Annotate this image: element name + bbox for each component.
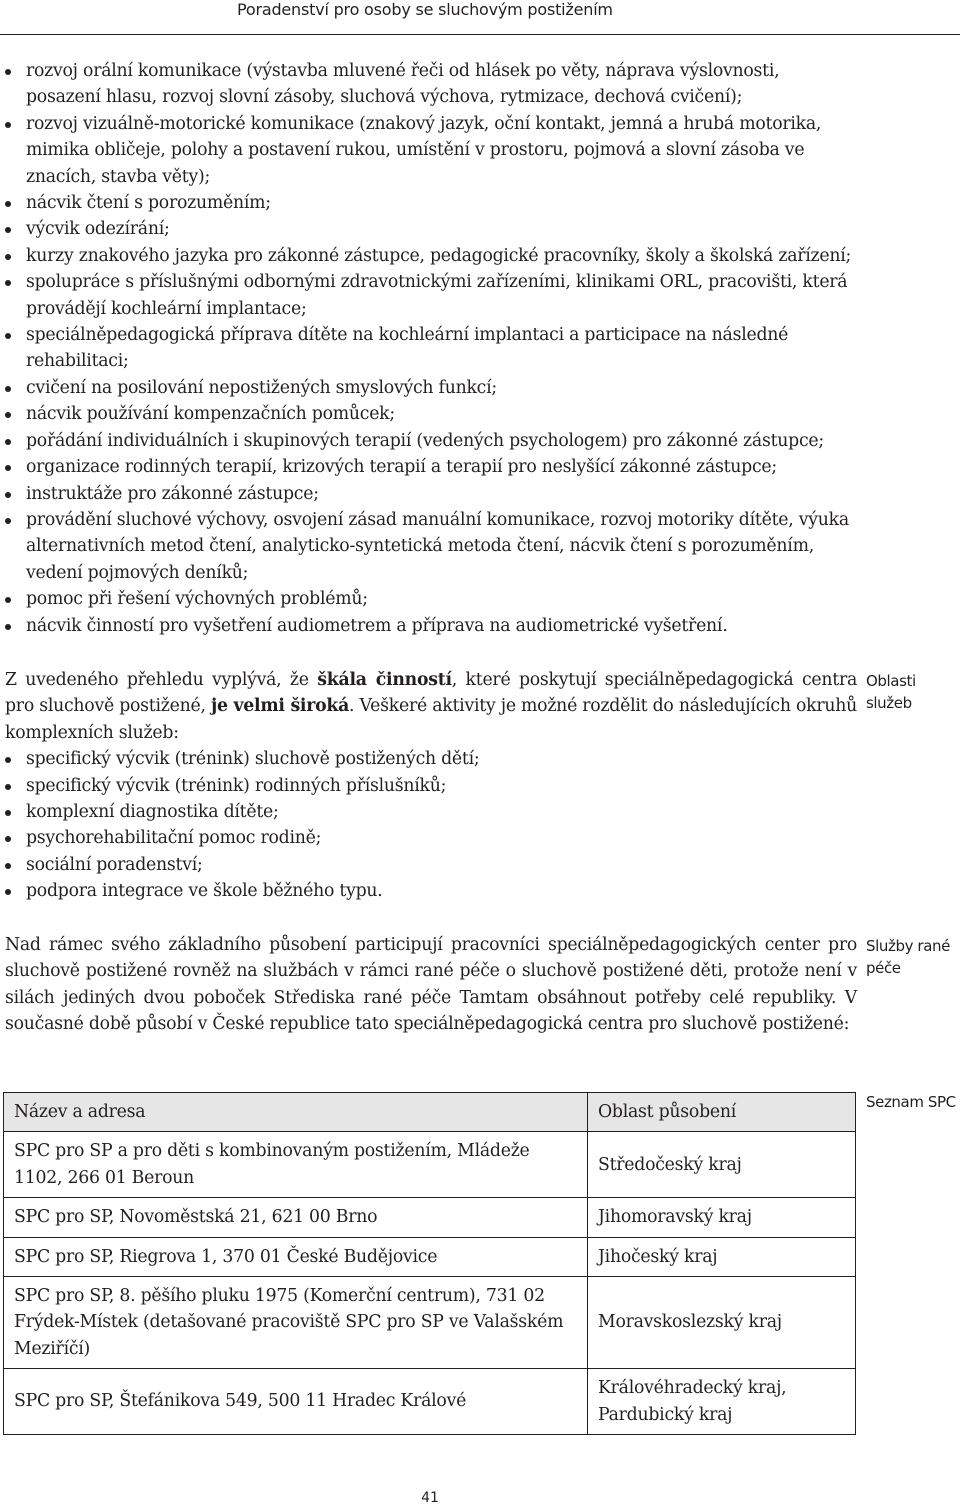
service-areas-paragraph: Z uvedeného přehledu vyplývá, že škála činností, které poskytují speciálněpedagogická centra pro sluchově postižené, je velmi široká. Veškeré aktivity je možné rozdělit do následujících okruhů komplexních služeb: <box>5 670 858 743</box>
service-areas-list <box>5 746 857 904</box>
list-item: instruktáže pro zákonné zástupce; <box>5 481 857 507</box>
table-row <box>4 1198 856 1237</box>
bullet-icon <box>5 863 11 869</box>
cell-name-address: SPC pro SP, Novoměstská 21, 621 00 Brno <box>4 1198 588 1237</box>
list-item: pomoc při řešení výchovných problémů; <box>5 586 857 612</box>
cell-name-address: SPC pro SP a pro děti s kombinovaným postižením, Mládeže 1102, 266 01 Beroun <box>4 1132 588 1198</box>
services-list-section <box>5 58 857 639</box>
services-list <box>5 58 857 639</box>
list-item: specifický výcvik (trénink) rodinných příslušníků; <box>5 773 857 799</box>
bullet-icon <box>5 465 11 471</box>
list-item: specifický výcvik (trénink) sluchově postižených dětí; <box>5 746 857 772</box>
list-item: spolupráce s příslušnými odbornými zdravotnickými zařízeními, klinikami ORL, pracovišti, která provádějí kochleární implantace; <box>5 269 857 322</box>
list-item: rozvoj vizuálně-motorické komunikace (znakový jazyk, oční kontakt, jemná a hrubá motorika, mimika obličeje, polohy a postavení rukou, umístění v prostoru, pojmová a slovní zásoba ve znacích, stavba věty); <box>5 111 857 190</box>
bullet-icon <box>5 439 11 445</box>
bullet-icon <box>5 386 11 392</box>
list-item: nácvik činností pro vyšetření audiometrem a příprava na audiometrické vyšetření. <box>5 613 857 639</box>
early-care-paragraph: Nad rámec svého základního působení participují pracovníci speciálněpedagogických center pro sluchově postižené rovněž na službách v rámci rané péče o sluchově postižené děti, protože není v silách jediných dvou poboček Střediska rané péče Tamtam obsáhnout potřeby celé republiky. V současné době působí v České republice tato speciálněpedagogická centra pro sluchově postižené: <box>5 935 857 1035</box>
cell-area: Královéhradecký kraj, Pardubický kraj <box>588 1369 856 1435</box>
list-item: organizace rodinných terapií, krizových terapií a terapií pro neslyšící zákonné zástupce; <box>5 454 857 480</box>
table-row <box>4 1369 856 1435</box>
list-item: komplexní diagnostika dítěte; <box>5 799 857 825</box>
margin-note-early-care: Služby rané péče <box>866 937 950 977</box>
early-care-section <box>5 932 857 1038</box>
bullet-icon <box>5 201 11 207</box>
bullet-icon <box>5 333 11 339</box>
bullet-icon <box>5 784 11 790</box>
margin-note-service-areas: Oblasti služeb <box>866 672 916 712</box>
cell-area: Jihomoravský kraj <box>588 1198 856 1237</box>
bullet-icon <box>5 836 11 842</box>
list-item: výcvik odezírání; <box>5 216 857 242</box>
list-item: kurzy znakového jazyka pro zákonné zástupce, pedagogické pracovníky, školy a školská zařízení; <box>5 243 857 269</box>
bullet-icon <box>5 518 11 524</box>
list-item: speciálněpedagogická příprava dítěte na kochleární implantaci a participace na následné rehabilitaci; <box>5 322 857 375</box>
bullet-icon <box>5 597 11 603</box>
bullet-icon <box>5 624 11 630</box>
list-item: psychorehabilitační pomoc rodině; <box>5 825 857 851</box>
bullet-icon <box>5 69 11 75</box>
list-item: pořádání individuálních i skupinových terapií (vedených psychologem) pro zákonné zástupce; <box>5 428 857 454</box>
cell-area: Středočeský kraj <box>588 1132 856 1198</box>
margin-note-spc-list: Seznam SPC <box>866 1093 956 1111</box>
list-item: provádění sluchové výchovy, osvojení zásad manuální komunikace, rozvoj motoriky dítěte, výuka alternativních metod čtení, analyticko-syntetická metoda čtení, nácvik čtení s porozuměním, vedení pojmových deníků; <box>5 507 857 586</box>
table-row <box>4 1237 856 1276</box>
table-row <box>4 1132 856 1198</box>
bullet-icon <box>5 122 11 128</box>
bullet-icon <box>5 254 11 260</box>
bullet-icon <box>5 227 11 233</box>
cell-name-address: SPC pro SP, Riegrova 1, 370 01 České Budějovice <box>4 1237 588 1276</box>
page-number: 41 <box>421 1490 439 1506</box>
cell-name-address: SPC pro SP, Štefánikova 549, 500 11 Hradec Králové <box>4 1369 588 1435</box>
service-areas-section <box>5 667 857 905</box>
list-item: nácvik čtení s porozuměním; <box>5 190 857 216</box>
list-item: podpora integrace ve škole běžného typu. <box>5 878 857 904</box>
list-item: sociální poradenství; <box>5 852 857 878</box>
bullet-icon <box>5 412 11 418</box>
spc-table <box>3 1092 856 1435</box>
bullet-icon <box>5 280 11 286</box>
bullet-icon <box>5 810 11 816</box>
table-header-row <box>4 1093 856 1132</box>
bullet-icon <box>5 889 11 895</box>
cell-area: Moravskoslezský kraj <box>588 1277 856 1369</box>
cell-area: Jihočeský kraj <box>588 1237 856 1276</box>
table-row <box>4 1277 856 1369</box>
running-title: Poradenství pro osoby se sluchovým postižením <box>237 0 613 19</box>
bullet-icon <box>5 757 11 763</box>
column-header-area: Oblast působení <box>588 1093 856 1132</box>
column-header-name-address: Název a adresa <box>4 1093 588 1132</box>
bullet-icon <box>5 492 11 498</box>
list-item: cvičení na posilování nepostižených smyslových funkcí; <box>5 375 857 401</box>
cell-name-address: SPC pro SP, 8. pěšího pluku 1975 (Komerční centrum), 731 02 Frýdek-Místek (detašované pracoviště SPC pro SP ve Valašském Meziříčí) <box>4 1277 588 1369</box>
list-item: rozvoj orální komunikace (výstavba mluvené řeči od hlásek po věty, náprava výslovnosti, posazení hlasu, rozvoj slovní zásoby, sluchová výchova, rytmizace, dechová cvičení); <box>5 58 857 111</box>
list-item: nácvik používání kompenzačních pomůcek; <box>5 401 857 427</box>
header-rule <box>0 34 960 35</box>
page-header <box>0 0 960 36</box>
